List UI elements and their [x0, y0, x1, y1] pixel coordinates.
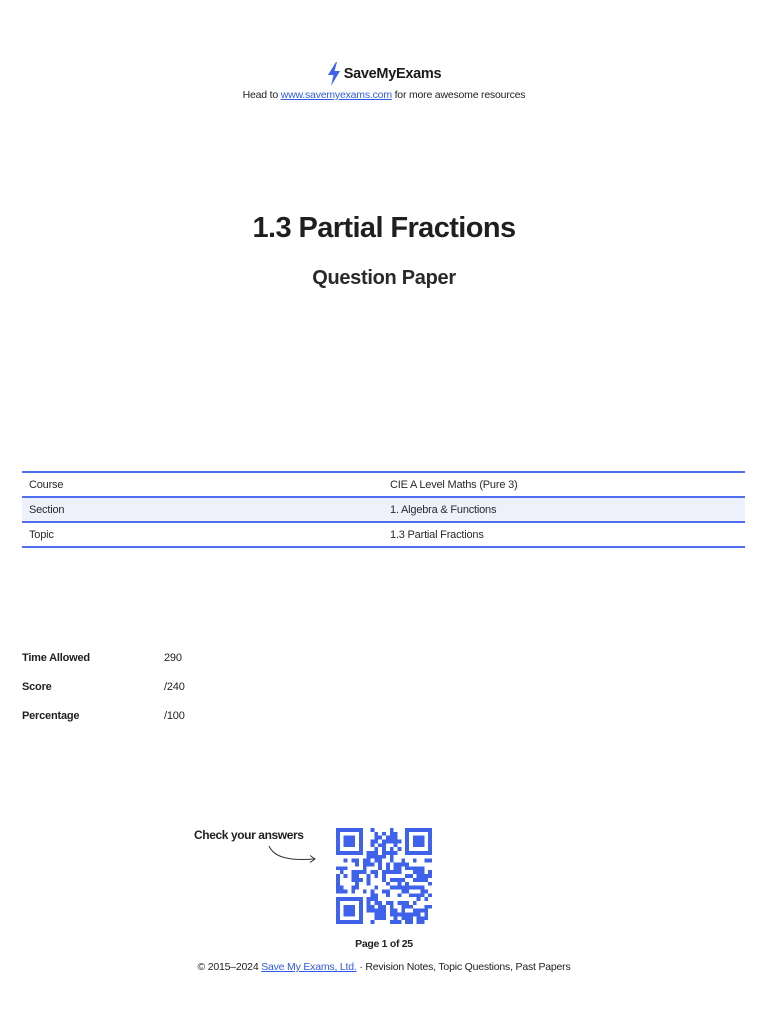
table-row	[22, 472, 745, 497]
header-line	[0, 89, 768, 101]
stat-label: Percentage	[22, 710, 80, 722]
table-cell-label: Section	[22, 497, 383, 522]
stat-value: 290	[164, 652, 182, 664]
stat-row-score	[22, 681, 185, 710]
page-title: 1.3 Partial Fractions	[252, 212, 516, 244]
lightning-bolt-icon	[327, 62, 341, 86]
table-cell-label: Course	[22, 472, 383, 497]
website-link[interactable]: www.savemyexams.com	[280, 89, 392, 101]
table-row	[22, 497, 745, 522]
logo-text: SaveMyExams	[343, 66, 442, 82]
qr-code[interactable]	[336, 828, 432, 924]
logo[interactable]	[0, 62, 768, 86]
stat-label: Time Allowed	[22, 652, 90, 664]
check-answers-label: Check your answers	[194, 828, 304, 842]
footer-suffix: · Revision Notes, Topic Questions, Past Papers	[359, 961, 571, 973]
footer-prefix: © 2015–2024	[197, 961, 259, 973]
stat-label: Score	[22, 681, 52, 693]
info-table	[22, 471, 745, 548]
page-subtitle: Question Paper	[312, 267, 456, 289]
footer	[0, 961, 768, 973]
stat-value: /100	[164, 710, 185, 722]
curved-arrow-icon	[266, 843, 320, 865]
stat-value: /240	[164, 681, 185, 693]
head-suffix: for more awesome resources	[394, 89, 526, 101]
table-cell-value: 1. Algebra & Functions	[383, 497, 745, 522]
table-cell-value: 1.3 Partial Fractions	[383, 522, 745, 547]
footer-link[interactable]: Save My Exams, Ltd.	[261, 961, 357, 973]
table-cell-label: Topic	[22, 522, 383, 547]
head-prefix: Head to	[242, 89, 278, 101]
stats-block	[22, 652, 185, 739]
stat-row-time	[22, 652, 185, 681]
stat-row-percentage	[22, 710, 185, 739]
table-cell-value: CIE A Level Maths (Pure 3)	[383, 472, 745, 497]
table-row	[22, 522, 745, 547]
page-number: Page 1 of 25	[355, 938, 413, 950]
